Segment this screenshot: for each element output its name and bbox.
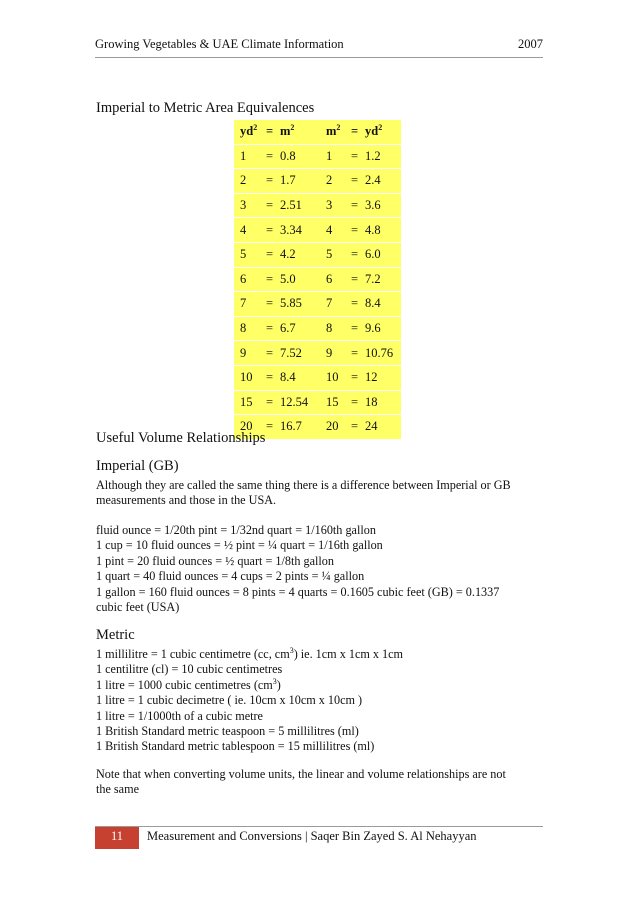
cell-m2-value: 7.52 bbox=[280, 341, 326, 366]
table-row bbox=[234, 365, 401, 390]
metric-relationships bbox=[96, 647, 541, 755]
cell-yd2-result: 8.4 bbox=[365, 292, 401, 317]
cell-yd2-result: 7.2 bbox=[365, 267, 401, 292]
header-year: 2007 bbox=[518, 37, 543, 51]
cell-equals: = bbox=[351, 242, 365, 267]
cell-yd2-result: 24 bbox=[365, 415, 401, 439]
cell-m2-value: 12.54 bbox=[280, 390, 326, 415]
cell-equals: = bbox=[266, 390, 280, 415]
page-header bbox=[95, 37, 543, 52]
cell-m2-value: 1.7 bbox=[280, 169, 326, 194]
text-line: measurements and those in the USA. bbox=[96, 493, 277, 508]
table-row bbox=[234, 169, 401, 194]
cell-m2-value: 16.7 bbox=[280, 415, 326, 439]
cell-yd2-value: 8 bbox=[234, 316, 266, 341]
cell-m2-source: 20 bbox=[326, 415, 351, 439]
cell-equals: = bbox=[351, 415, 365, 439]
text-line: the same bbox=[96, 782, 139, 797]
cell-equals: = bbox=[351, 292, 365, 317]
cell-m2-source: 3 bbox=[326, 193, 351, 218]
cell-yd2-value: 3 bbox=[234, 193, 266, 218]
imperial-intro bbox=[96, 478, 541, 509]
table-row bbox=[234, 292, 401, 317]
table-row bbox=[234, 267, 401, 292]
metric-heading: Metric bbox=[96, 627, 135, 643]
cell-equals: = bbox=[351, 144, 365, 169]
text-line: 1 pint = 20 fluid ounces = ½ quart = 1/8th gallon bbox=[96, 553, 334, 568]
area-heading: Imperial to Metric Area Equivalences bbox=[96, 100, 315, 116]
cell-m2-source: 5 bbox=[326, 242, 351, 267]
header-eq-left: = bbox=[266, 124, 274, 139]
header-m2: $m^2$ bbox=[280, 123, 295, 139]
cell-m2-source: 10 bbox=[326, 365, 351, 390]
header-yd2-right: $yd^2$ bbox=[365, 123, 383, 139]
cell-equals: = bbox=[266, 144, 280, 169]
cell-equals: = bbox=[351, 316, 365, 341]
cell-m2-source: 2 bbox=[326, 169, 351, 194]
text-line: 1 British Standard metric tablespoon = 15 millilitres (ml) bbox=[96, 739, 375, 754]
cell-equals: = bbox=[266, 218, 280, 243]
cell-m2-value: 2.51 bbox=[280, 193, 326, 218]
cell-equals: = bbox=[266, 193, 280, 218]
cell-yd2-result: 1.2 bbox=[365, 144, 401, 169]
cell-m2-source: 7 bbox=[326, 292, 351, 317]
table-row bbox=[234, 193, 401, 218]
cell-m2-source: 6 bbox=[326, 267, 351, 292]
text-line: Note that when converting volume units, the linear and volume relationships are not bbox=[96, 767, 506, 781]
cell-m2-value: 8.4 bbox=[280, 365, 326, 390]
page-number: 11 bbox=[110, 829, 124, 843]
header-yd2: $yd^2$ bbox=[240, 123, 258, 139]
cell-yd2-value: 6 bbox=[234, 267, 266, 292]
cell-yd2-result: 12 bbox=[365, 365, 401, 390]
cell-equals: = bbox=[266, 316, 280, 341]
cell-equals: = bbox=[351, 267, 365, 292]
cell-yd2-result: 4.8 bbox=[365, 218, 401, 243]
cell-yd2-value: 4 bbox=[234, 218, 266, 243]
cell-yd2-value: 9 bbox=[234, 341, 266, 366]
cell-yd2-value: 7 bbox=[234, 292, 266, 317]
cell-yd2-result: 6.0 bbox=[365, 242, 401, 267]
area-equivalence-table bbox=[234, 120, 401, 439]
text-line: 1 cup = 10 fluid ounces = ½ pint = ¼ quart = 1/16th gallon bbox=[96, 538, 383, 553]
footer-rule bbox=[95, 826, 543, 827]
cell-equals: = bbox=[351, 193, 365, 218]
cell-equals: = bbox=[351, 365, 365, 390]
footer-text: Measurement and Conversions | Saqer Bin Zayed S. Al Nehayyan bbox=[147, 829, 477, 843]
text-line: cubic feet (USA) bbox=[96, 600, 180, 615]
text-line: 1 gallon = 160 fluid ounces = 8 pints = 4 quarts = 0.1605 cubic feet (GB) = 0.1337 bbox=[96, 584, 500, 599]
text-line: Although they are called the same thing there is a difference between Imperial or GB bbox=[96, 478, 511, 492]
text-line: 1 quart = 40 fluid ounces = 4 cups = 2 pints = ¼ gallon bbox=[96, 569, 365, 584]
cell-m2-source: 15 bbox=[326, 390, 351, 415]
table-row bbox=[234, 242, 401, 267]
volume-heading: Useful Volume Relationships bbox=[96, 430, 266, 446]
cell-equals: = bbox=[351, 390, 365, 415]
cell-m2-source: 8 bbox=[326, 316, 351, 341]
cell-yd2-value: 5 bbox=[234, 242, 266, 267]
text-line: 1 litre = 1/1000th of a cubic metre bbox=[96, 708, 263, 723]
header-title: Growing Vegetables & UAE Climate Information bbox=[95, 37, 344, 51]
cell-equals: = bbox=[266, 267, 280, 292]
text-line: 1 litre = 1 cubic decimetre ( ie. 10cm x 10cm x 10cm ) bbox=[96, 693, 363, 708]
cell-m2-value: 4.2 bbox=[280, 242, 326, 267]
table-row bbox=[234, 218, 401, 243]
imperial-heading: Imperial (GB) bbox=[96, 458, 179, 474]
text-line: 1 litre = 1000 cubic centimetres $(cm^3)$ bbox=[96, 676, 281, 692]
cell-m2-value: 0.8 bbox=[280, 144, 326, 169]
cell-m2-source: 4 bbox=[326, 218, 351, 243]
cell-m2-value: 6.7 bbox=[280, 316, 326, 341]
cell-m2-value: 3.34 bbox=[280, 218, 326, 243]
header-m2-right: $m^2$ bbox=[326, 123, 341, 139]
cell-equals: = bbox=[266, 292, 280, 317]
cell-yd2-result: 9.6 bbox=[365, 316, 401, 341]
cell-yd2-value: 1 bbox=[234, 144, 266, 169]
header-rule bbox=[95, 57, 543, 58]
cell-equals: = bbox=[266, 169, 280, 194]
cell-equals: = bbox=[351, 341, 365, 366]
cell-m2-source: 9 bbox=[326, 341, 351, 366]
cell-equals: = bbox=[351, 169, 365, 194]
cell-yd2-value: 15 bbox=[234, 390, 266, 415]
cell-equals: = bbox=[266, 341, 280, 366]
cell-m2-value: 5.85 bbox=[280, 292, 326, 317]
cell-yd2-value: 10 bbox=[234, 365, 266, 390]
note-paragraph bbox=[96, 767, 541, 798]
cell-equals: = bbox=[266, 242, 280, 267]
cell-yd2-result: 18 bbox=[365, 390, 401, 415]
table-row bbox=[234, 144, 401, 169]
cell-m2-value: 5.0 bbox=[280, 267, 326, 292]
table-row bbox=[234, 341, 401, 366]
cell-equals: = bbox=[266, 365, 280, 390]
imperial-relationships bbox=[96, 523, 541, 615]
table-header-row bbox=[234, 120, 401, 144]
cell-yd2-result: 2.4 bbox=[365, 169, 401, 194]
cell-yd2-result: 10.76 bbox=[365, 341, 401, 366]
cell-m2-source: 1 bbox=[326, 144, 351, 169]
text-line: fluid ounce = 1/20th pint = 1/32nd quart = 1/160th gallon bbox=[96, 523, 376, 537]
cell-yd2-value: 2 bbox=[234, 169, 266, 194]
cell-equals: = bbox=[351, 218, 365, 243]
table-row bbox=[234, 390, 401, 415]
text-line: 1 centilitre (cl) = 10 cubic centimetres bbox=[96, 662, 283, 677]
cell-yd2-result: 3.6 bbox=[365, 193, 401, 218]
text-line: 1 millilitre = 1 cubic centimetre (cc, $cm^3$) ie. 1cm x 1cm x 1cm bbox=[96, 645, 404, 661]
text-line: 1 British Standard metric teaspoon = 5 millilitres (ml) bbox=[96, 724, 359, 739]
header-eq-right: = bbox=[351, 124, 359, 139]
table-row bbox=[234, 316, 401, 341]
cell-yd2-value: 20 bbox=[234, 415, 266, 439]
cell-equals: = bbox=[266, 415, 280, 439]
